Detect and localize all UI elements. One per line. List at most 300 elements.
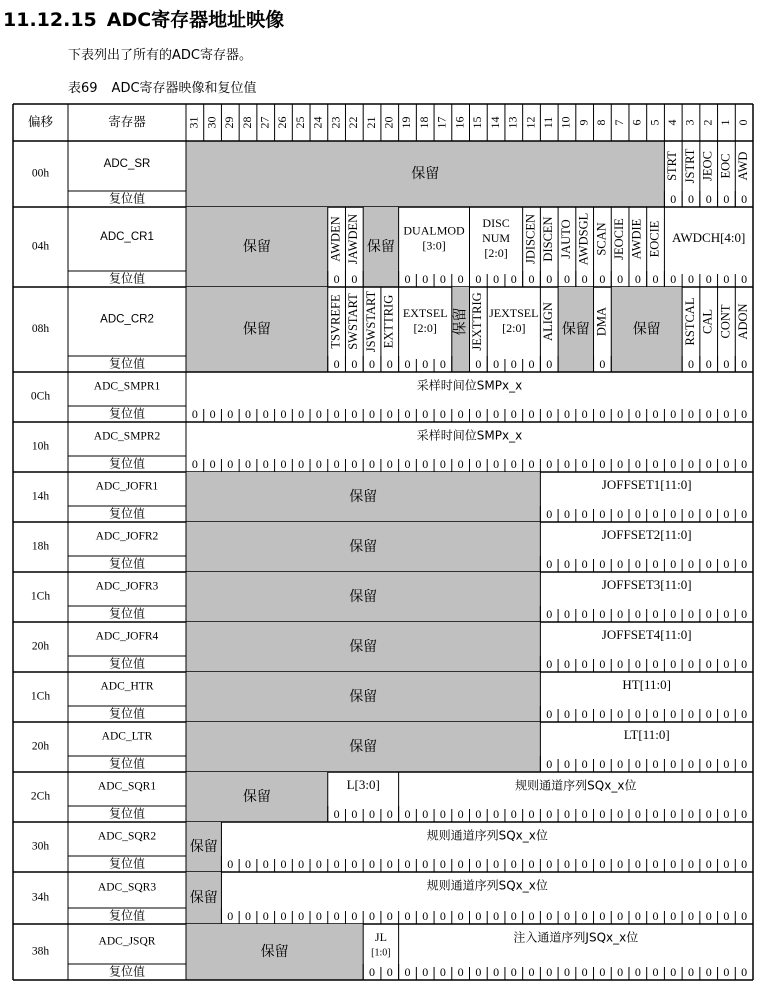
reset-value: 0 <box>687 356 694 371</box>
reserved-label: 保留 <box>260 944 289 960</box>
reset-value: 0 <box>351 806 358 821</box>
bit-number-header: 29 <box>222 116 237 129</box>
reset-value: 0 <box>369 456 376 471</box>
bit-field-label: [2:0] <box>502 320 526 335</box>
reset-value: 0 <box>670 506 677 521</box>
reset-value: 0 <box>298 856 305 871</box>
reset-value: 0 <box>227 406 234 421</box>
reset-value: 0 <box>705 556 712 571</box>
bit-field-label: CONT <box>718 304 733 339</box>
reset-value: 0 <box>705 756 712 771</box>
reset-value: 0 <box>581 806 588 821</box>
reset-value: 0 <box>634 806 641 821</box>
bit-field-label: AWDEN <box>328 216 343 262</box>
reset-value: 0 <box>741 556 748 571</box>
section-title: ADC寄存器地址映像 <box>106 9 285 31</box>
reset-value: 0 <box>723 908 730 923</box>
reset-value: 0 <box>262 456 269 471</box>
section-number: 11.12.15 <box>3 9 97 31</box>
reset-value: 0 <box>422 964 429 979</box>
reset-value: 0 <box>315 856 322 871</box>
bit-field-label: [2:0] <box>413 320 437 335</box>
reset-value: 0 <box>528 964 535 979</box>
reset-value: 0 <box>705 806 712 821</box>
reset-value: 0 <box>369 356 376 371</box>
reset-value: 0 <box>439 356 446 371</box>
bit-field-label: JSTRT <box>682 148 697 184</box>
reset-value: 0 <box>741 356 748 371</box>
reset-value: 0 <box>315 456 322 471</box>
reset-value: 0 <box>528 271 535 286</box>
intro-text: 下表列出了所有的ADC寄存器。 <box>68 48 252 63</box>
reset-value: 0 <box>581 908 588 923</box>
reset-value: 0 <box>510 456 517 471</box>
reset-value: 0 <box>351 406 358 421</box>
reserved-label: 保留 <box>189 890 218 906</box>
reset-value: 0 <box>705 856 712 871</box>
register-offset: 20h <box>31 740 50 753</box>
register-offset: 34h <box>31 891 50 904</box>
reset-value: 0 <box>422 456 429 471</box>
bit-field-label: HT[11:0] <box>622 676 671 692</box>
bit-field-label: JL <box>374 929 387 944</box>
reset-value: 0 <box>581 706 588 721</box>
reset-value: 0 <box>457 806 464 821</box>
reset-value: 0 <box>563 556 570 571</box>
reset-value: 0 <box>546 706 553 721</box>
register-offset: 1Ch <box>30 690 51 703</box>
reset-value: 0 <box>581 506 588 521</box>
reset-value: 0 <box>386 406 393 421</box>
reset-value: 0 <box>510 406 517 421</box>
bit-number-header: 4 <box>665 119 680 126</box>
reset-value: 0 <box>298 406 305 421</box>
reset-value: 0 <box>351 356 358 371</box>
reset-value: 0 <box>581 271 588 286</box>
reset-value: 0 <box>617 556 624 571</box>
reset-value: 0 <box>581 406 588 421</box>
reset-value: 0 <box>617 406 624 421</box>
reset-value: 0 <box>227 456 234 471</box>
reset-value: 0 <box>705 271 712 286</box>
reset-value-label: 复位值 <box>108 806 146 821</box>
reset-value: 0 <box>652 506 659 521</box>
register-name: ADC_JOFR2 <box>95 530 159 543</box>
reset-value: 0 <box>404 406 411 421</box>
reset-value: 0 <box>723 756 730 771</box>
reset-value: 0 <box>723 271 730 286</box>
bit-number-header: 8 <box>594 119 609 126</box>
bit-field-label: NUM <box>482 230 511 245</box>
bit-number-header: 21 <box>363 116 378 129</box>
reset-value: 0 <box>741 456 748 471</box>
reset-value: 0 <box>439 806 446 821</box>
bit-number-header: 23 <box>328 116 343 129</box>
reset-value: 0 <box>581 456 588 471</box>
bit-field-label: TSVREFE <box>328 294 343 349</box>
bit-number-header: 1 <box>718 119 733 126</box>
reset-value: 0 <box>457 964 464 979</box>
reset-value: 0 <box>670 406 677 421</box>
reset-value: 0 <box>652 456 659 471</box>
bit-field-label: SWSTART <box>346 293 361 350</box>
register-name: ADC_SR <box>103 158 151 171</box>
register-offset: 38h <box>31 945 50 958</box>
reset-value: 0 <box>723 706 730 721</box>
reset-value: 0 <box>262 908 269 923</box>
reset-value: 0 <box>493 806 500 821</box>
reset-value: 0 <box>546 356 553 371</box>
reset-value: 0 <box>652 556 659 571</box>
reset-value: 0 <box>687 456 694 471</box>
reset-value: 0 <box>369 406 376 421</box>
reset-value: 0 <box>670 191 677 206</box>
reset-value: 0 <box>546 756 553 771</box>
reserved-label: 保留 <box>242 321 271 338</box>
reset-value-label: 复位值 <box>108 406 146 421</box>
bit-field-label: CAL <box>700 309 715 334</box>
reset-value: 0 <box>422 406 429 421</box>
reset-value: 0 <box>386 964 393 979</box>
reset-value: 0 <box>599 656 606 671</box>
register-name: ADC_LTR <box>101 730 153 743</box>
reset-value-label: 复位值 <box>108 656 146 671</box>
reset-value: 0 <box>475 406 482 421</box>
reset-value: 0 <box>404 271 411 286</box>
reset-value: 0 <box>634 706 641 721</box>
reset-value: 0 <box>369 856 376 871</box>
bit-number-header: 30 <box>204 116 219 129</box>
reset-value: 0 <box>493 908 500 923</box>
reset-value: 0 <box>687 806 694 821</box>
bit-number-header: 27 <box>257 116 272 129</box>
bit-number-header: 14 <box>487 116 502 129</box>
reset-value: 0 <box>262 856 269 871</box>
reset-value: 0 <box>670 606 677 621</box>
reset-value: 0 <box>369 908 376 923</box>
reset-value: 0 <box>546 964 553 979</box>
reset-value: 0 <box>670 456 677 471</box>
reset-value-label: 复位值 <box>108 706 146 721</box>
reset-value: 0 <box>439 406 446 421</box>
reset-value: 0 <box>493 856 500 871</box>
reset-value: 0 <box>741 656 748 671</box>
reset-value: 0 <box>723 456 730 471</box>
column-header-register: 寄存器 <box>108 114 146 129</box>
reset-value: 0 <box>245 406 252 421</box>
reset-value-label: 复位值 <box>108 856 146 871</box>
bit-field-label: 规则通道序列SQx_x位 <box>426 828 548 843</box>
reset-value: 0 <box>741 856 748 871</box>
register-offset: 14h <box>31 490 50 503</box>
reset-value: 0 <box>705 456 712 471</box>
bit-number-header: 22 <box>346 116 361 129</box>
bit-field-label: JEOCIE <box>611 218 626 260</box>
reset-value: 0 <box>634 271 641 286</box>
reset-value: 0 <box>723 856 730 871</box>
reset-value: 0 <box>333 406 340 421</box>
reset-value: 0 <box>386 856 393 871</box>
reset-value: 0 <box>670 556 677 571</box>
reset-value: 0 <box>687 964 694 979</box>
reset-value: 0 <box>741 706 748 721</box>
bit-number-header: 17 <box>434 116 449 129</box>
reset-value: 0 <box>723 406 730 421</box>
reserved-label: 保留 <box>242 789 271 805</box>
reset-value: 0 <box>670 656 677 671</box>
reset-value-label: 复位值 <box>108 606 146 621</box>
reset-value: 0 <box>528 908 535 923</box>
reset-value: 0 <box>617 606 624 621</box>
register-name: ADC_HTR <box>100 680 154 693</box>
reset-value: 0 <box>439 271 446 286</box>
reserved-label: 保留 <box>349 639 378 655</box>
reset-value: 0 <box>652 406 659 421</box>
reset-value: 0 <box>422 856 429 871</box>
reset-value: 0 <box>475 356 482 371</box>
reset-value: 0 <box>563 656 570 671</box>
reset-value: 0 <box>457 856 464 871</box>
bit-number-header: 16 <box>452 116 467 129</box>
bit-number-header: 18 <box>416 116 431 129</box>
reset-value: 0 <box>439 964 446 979</box>
reset-value-label: 复位值 <box>108 356 146 371</box>
reset-value: 0 <box>245 456 252 471</box>
reset-value: 0 <box>723 556 730 571</box>
reset-value: 0 <box>404 806 411 821</box>
reset-value: 0 <box>386 356 393 371</box>
reset-value: 0 <box>528 356 535 371</box>
register-offset: 10h <box>31 440 50 453</box>
reset-value: 0 <box>351 856 358 871</box>
reset-value: 0 <box>457 456 464 471</box>
reset-value: 0 <box>563 456 570 471</box>
reset-value: 0 <box>705 506 712 521</box>
bit-field-label: AWDCH[4:0] <box>672 229 746 245</box>
reset-value: 0 <box>245 856 252 871</box>
reset-value: 0 <box>475 908 482 923</box>
bit-field-label: STRT <box>665 151 680 181</box>
reset-value: 0 <box>599 806 606 821</box>
reset-value: 0 <box>687 506 694 521</box>
reset-value: 0 <box>599 606 606 621</box>
reset-value: 0 <box>493 456 500 471</box>
reset-value: 0 <box>563 606 570 621</box>
reset-value: 0 <box>546 606 553 621</box>
register-name: ADC_JOFR1 <box>95 480 159 493</box>
reset-value: 0 <box>546 506 553 521</box>
bit-field-label: EXTSEL <box>402 305 448 320</box>
reset-value: 0 <box>687 191 694 206</box>
reset-value: 0 <box>652 908 659 923</box>
reset-value: 0 <box>209 406 216 421</box>
reset-value: 0 <box>599 456 606 471</box>
bit-field-label: [3:0] <box>422 238 446 253</box>
bit-field-label: 采样时间位SMPx_x <box>416 378 523 393</box>
reset-value: 0 <box>475 806 482 821</box>
bit-field-label: JOFFSET1[11:0] <box>601 476 692 492</box>
register-name: ADC_JOFR3 <box>95 580 159 593</box>
bit-field-label: L[3:0] <box>346 776 380 792</box>
bit-field-label: [1:0] <box>371 947 391 959</box>
bit-number-header: 2 <box>700 119 715 126</box>
reset-value: 0 <box>687 706 694 721</box>
reset-value: 0 <box>617 271 624 286</box>
reset-value: 0 <box>422 271 429 286</box>
bit-field-label: AWD <box>736 151 751 181</box>
bit-field-label: DISC <box>482 215 510 230</box>
reset-value: 0 <box>510 964 517 979</box>
reset-value: 0 <box>280 856 287 871</box>
bit-field-label: 规则通道序列SQx_x位 <box>426 878 548 893</box>
reserved-label: 保留 <box>349 689 378 705</box>
reset-value: 0 <box>687 271 694 286</box>
reset-value: 0 <box>209 456 216 471</box>
reset-value: 0 <box>386 456 393 471</box>
reset-value: 0 <box>617 756 624 771</box>
reset-value: 0 <box>617 706 624 721</box>
reset-value: 0 <box>386 908 393 923</box>
reset-value: 0 <box>546 456 553 471</box>
reset-value: 0 <box>333 856 340 871</box>
bit-number-header: 5 <box>647 119 662 126</box>
reset-value: 0 <box>227 908 234 923</box>
register-offset: 08h <box>31 323 50 336</box>
reset-value: 0 <box>422 908 429 923</box>
bit-field-label: EOCIE <box>647 220 662 258</box>
reset-value: 0 <box>351 456 358 471</box>
reset-value: 0 <box>723 506 730 521</box>
reset-value: 0 <box>351 908 358 923</box>
reset-value: 0 <box>333 908 340 923</box>
reset-value: 0 <box>599 506 606 521</box>
reset-value: 0 <box>333 456 340 471</box>
bit-number-header: 15 <box>470 116 485 129</box>
bit-field-label: ADON <box>736 303 751 340</box>
reset-value: 0 <box>510 271 517 286</box>
reset-value: 0 <box>404 964 411 979</box>
reset-value: 0 <box>563 271 570 286</box>
reset-value: 0 <box>741 964 748 979</box>
reset-value: 0 <box>280 406 287 421</box>
reset-value: 0 <box>705 706 712 721</box>
reset-value: 0 <box>741 506 748 521</box>
bit-field-label: RSTCAL <box>682 297 697 346</box>
reset-value: 0 <box>493 964 500 979</box>
reset-value: 0 <box>652 656 659 671</box>
reset-value: 0 <box>670 964 677 979</box>
reset-value: 0 <box>457 406 464 421</box>
reset-value: 0 <box>705 406 712 421</box>
reset-value: 0 <box>369 964 376 979</box>
reset-value: 0 <box>546 908 553 923</box>
bit-field-label: 规则通道序列SQx_x位 <box>515 778 637 793</box>
reserved-label: 保留 <box>366 239 395 255</box>
bit-number-header: 28 <box>239 116 254 129</box>
reset-value: 0 <box>687 656 694 671</box>
reset-value: 0 <box>599 556 606 571</box>
bit-number-header: 19 <box>399 116 414 129</box>
reset-value: 0 <box>280 456 287 471</box>
reset-value: 0 <box>457 271 464 286</box>
reset-value: 0 <box>422 356 429 371</box>
reserved-label: 保留 <box>349 589 378 605</box>
bit-field-label: DMA <box>594 306 609 337</box>
reset-value: 0 <box>652 856 659 871</box>
reset-value: 0 <box>652 606 659 621</box>
register-name: ADC_JOFR4 <box>95 630 159 643</box>
reset-value: 0 <box>563 964 570 979</box>
bit-number-header: 10 <box>558 116 573 129</box>
bit-number-header: 24 <box>310 116 325 129</box>
reset-value: 0 <box>191 456 198 471</box>
bit-number-header: 26 <box>275 116 290 129</box>
reset-value: 0 <box>687 856 694 871</box>
bit-field-label: AWDIE <box>629 218 644 260</box>
reserved-label: 保留 <box>349 739 378 755</box>
reset-value: 0 <box>634 406 641 421</box>
reset-value: 0 <box>563 908 570 923</box>
reset-value: 0 <box>457 908 464 923</box>
bit-field-label: AWDSGL <box>576 212 591 266</box>
reset-value-label: 复位值 <box>108 271 146 286</box>
reset-value: 0 <box>599 271 606 286</box>
reset-value: 0 <box>741 191 748 206</box>
bit-field-label: JAUTO <box>558 219 573 259</box>
register-offset: 18h <box>31 540 50 553</box>
bit-number-header: 31 <box>186 116 201 129</box>
reset-value: 0 <box>191 406 198 421</box>
bit-number-header: 20 <box>381 116 396 129</box>
reset-value: 0 <box>652 706 659 721</box>
register-offset: 00h <box>31 167 50 180</box>
bit-number-header: 7 <box>611 119 626 126</box>
bit-number-header: 11 <box>540 116 555 129</box>
reset-value: 0 <box>705 191 712 206</box>
register-offset: 1Ch <box>30 590 51 603</box>
reset-value: 0 <box>634 908 641 923</box>
bit-field-label: ALIGN <box>541 302 556 341</box>
reset-value: 0 <box>741 406 748 421</box>
bit-field-label: EOC <box>718 153 733 179</box>
reset-value: 0 <box>634 856 641 871</box>
bit-number-header: 25 <box>292 116 307 129</box>
reset-value: 0 <box>528 806 535 821</box>
bit-number-header: 9 <box>576 119 591 126</box>
reset-value: 0 <box>510 908 517 923</box>
reserved-label: 保留 <box>411 166 440 182</box>
bit-number-header: 13 <box>505 116 520 129</box>
bit-field-label: EXTTRIG <box>381 294 396 349</box>
reset-value: 0 <box>723 606 730 621</box>
bit-field-label: 注入通道序列JSQx_x位 <box>513 930 639 945</box>
reset-value: 0 <box>581 556 588 571</box>
reset-value: 0 <box>369 806 376 821</box>
reserved-label: 保留 <box>349 489 378 505</box>
reset-value: 0 <box>245 908 252 923</box>
bit-field-label: DUALMOD <box>403 223 465 238</box>
reset-value: 0 <box>528 406 535 421</box>
reset-value: 0 <box>581 856 588 871</box>
register-name: ADC_SMPR1 <box>93 380 161 393</box>
reset-value: 0 <box>599 964 606 979</box>
reset-value: 0 <box>475 964 482 979</box>
reset-value: 0 <box>617 806 624 821</box>
reset-value: 0 <box>404 356 411 371</box>
reset-value: 0 <box>563 506 570 521</box>
reset-value: 0 <box>333 356 340 371</box>
bit-number-header: 6 <box>629 119 644 126</box>
